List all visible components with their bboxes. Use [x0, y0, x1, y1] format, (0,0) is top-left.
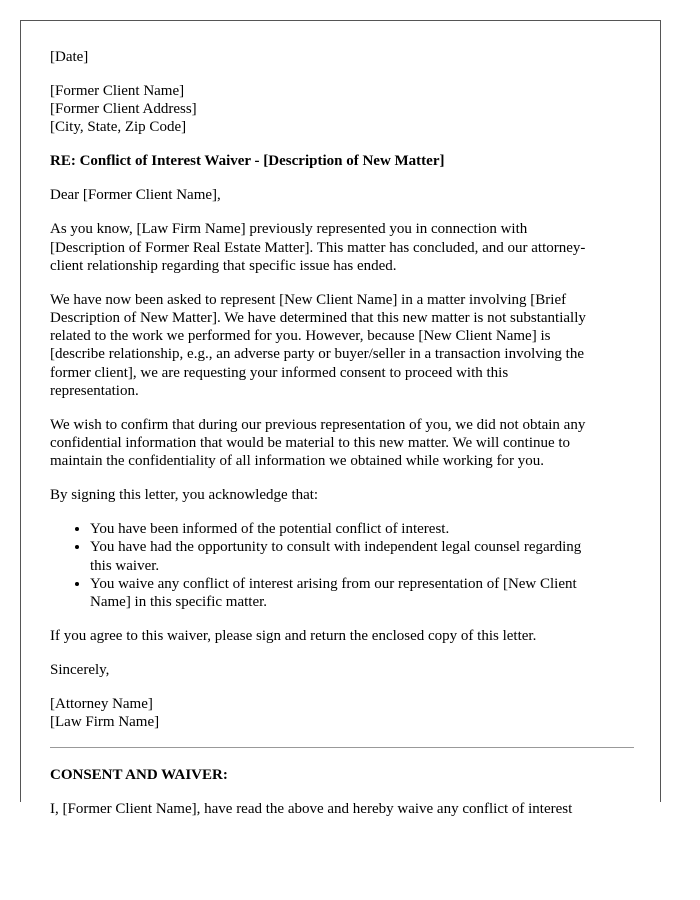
paragraph-line: former client], we are requesting your informed consent to proceed with this [50, 364, 509, 381]
recipient-name: [Former Client Name] [50, 83, 185, 99]
closing-instruction-block [50, 627, 634, 645]
signature-block [50, 695, 634, 731]
acknowledgement-list [50, 520, 634, 611]
salutation-block [50, 186, 634, 204]
signoff-block [50, 661, 634, 679]
consent-text-partial: I, [Former Client Name], have read the above and hereby waive any conflict of interest [50, 801, 573, 818]
paragraph-new-matter [50, 291, 634, 400]
list-item-line: Name] in this specific matter. [90, 594, 268, 611]
recipient-street: [Former Client Address] [50, 101, 197, 118]
paragraph-line: As you know, [Law Firm Name] previously represented you in connection with [50, 221, 528, 238]
letter-body [50, 48, 634, 818]
acknowledge-intro: By signing this letter, you acknowledge that: [50, 487, 319, 504]
list-item-line: • You waive any conflict of interest arising from our representation of [New Client [90, 575, 577, 592]
letter-date: [Date] [50, 49, 89, 65]
paragraph-confidentiality [50, 416, 634, 471]
paragraph-line: [describe relationship, e.g., an adverse party or buyer/seller in a transaction involving the [50, 346, 584, 363]
acknowledge-intro-block [50, 486, 634, 504]
paragraph-line: [Description of Former Real Estate Matter]. This matter has concluded, and our attorney- [50, 239, 586, 256]
letter-date-block [50, 48, 634, 66]
list-item-line: • You have been informed of the potential conflict of interest. [90, 521, 450, 538]
paragraph-line: We have now been asked to represent [New Client Name] in a matter involving [Brief [50, 291, 567, 308]
recipient-address [50, 82, 634, 137]
consent-heading: CONSENT AND WAIVER: [50, 767, 228, 784]
list-item-line: • You have had the opportunity to consult with independent legal counsel regarding [90, 539, 582, 556]
paragraph-line: representation. [50, 382, 139, 399]
subject-line: RE: Conflict of Interest Waiver - [Description of New Matter] [50, 153, 445, 170]
list-item [90, 538, 634, 574]
subject-line-block [50, 152, 634, 170]
paragraph-line: client relationship regarding that specific issue has ended. [50, 257, 397, 274]
paragraph-line: maintain the confidentiality of all information we obtained while working for you. [50, 453, 545, 470]
closing-instruction: If you agree to this waiver, please sign and return the enclosed copy of this letter. [50, 628, 537, 645]
paragraph-line: related to the work we performed for you. However, because [New Client Name] is [50, 328, 551, 345]
salutation: Dear [Former Client Name], [50, 187, 221, 204]
paragraph-prior-representation [50, 220, 634, 275]
paragraph-line: confidential information that would be material to this new matter. We will continue to [50, 435, 571, 452]
paragraph-line: We wish to confirm that during our previous representation of you, we did not obtain any [50, 416, 586, 433]
law-firm-name: [Law Firm Name] [50, 714, 160, 731]
section-divider [50, 747, 634, 748]
list-item-line: this waiver. [90, 557, 160, 574]
list-item [90, 575, 634, 611]
paragraph-line: Description of New Matter]. We have determined that this new matter is not substantially [50, 310, 586, 327]
consent-heading-block [50, 766, 634, 784]
attorney-name: [Attorney Name] [50, 696, 153, 713]
recipient-city: [City, State, Zip Code] [50, 119, 187, 136]
list-item [90, 520, 634, 538]
letter-page [20, 20, 661, 818]
signoff: Sincerely, [50, 662, 110, 679]
